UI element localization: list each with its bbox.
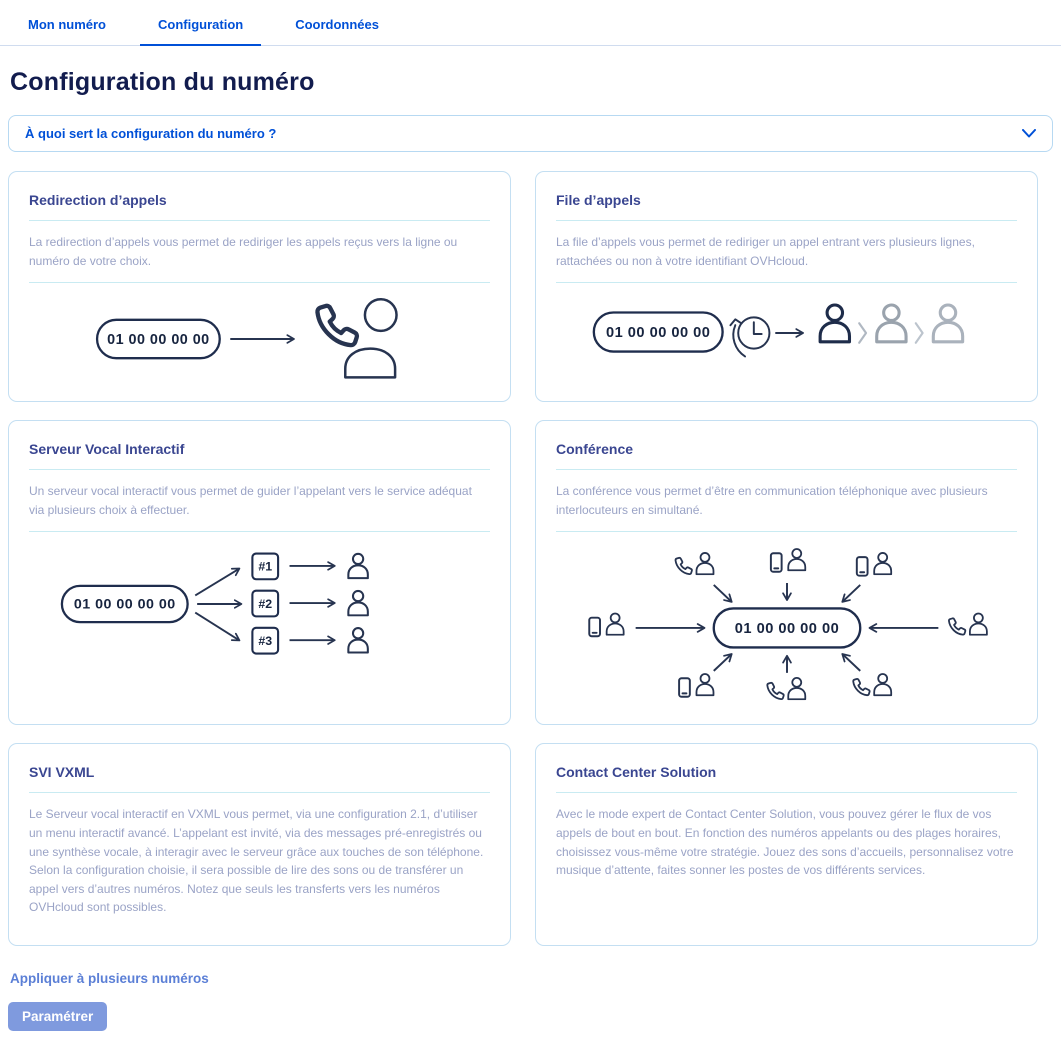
conference-illustration-svg — [557, 542, 1017, 708]
file-appels-illustration — [556, 283, 1017, 373]
handset-icon — [317, 306, 356, 345]
svi-illustration — [29, 532, 490, 666]
fan-arrows — [195, 569, 241, 640]
card-title: Serveur Vocal Interactif — [29, 441, 185, 458]
phone-number-text: 01 00 00 00 00 — [73, 597, 176, 614]
chevron-down-icon — [1022, 129, 1036, 138]
cards-grid — [8, 171, 1038, 946]
card-description: La file d’appels vous permet de rediriger un appel entrant vers plusieurs lignes, rattachées ou non à votre identifiant OVHcloud. — [556, 235, 975, 268]
card-description: La conférence vous permet d’être en communication téléphonique avec plusieurs interlocuteurs en simultané. — [556, 484, 988, 517]
person-icon — [348, 628, 367, 652]
phone-number-text: 01 00 00 00 00 — [734, 621, 839, 638]
card-serveur-vocal-interactif — [8, 420, 511, 725]
phone-number-pill — [61, 586, 187, 622]
key-3-label: #3 — [257, 634, 272, 649]
divider — [29, 792, 490, 793]
chevron-right-icon — [915, 323, 922, 343]
card-title: Redirection d’appels — [29, 192, 167, 208]
caller-phone-icon — [853, 674, 891, 695]
divider — [556, 792, 1017, 793]
card-description: La redirection d’appels vous permet de rediriger les appels reçus vers la ligne ou numéro de votre choix. — [29, 235, 458, 268]
key-1-label: #1 — [257, 560, 272, 575]
divider — [556, 220, 1017, 221]
person-icon — [348, 591, 367, 615]
card-description: Le Serveur vocal interactif en VXML vous permet, via une configuration 2.1, d’utiliser un menu interactif avancé. L’appelant est invité, via des messages pré-enregistrés ou une synthèse vocale, à interagir avec le serveur grâce aux touches de son téléphone. Selon la configuration choisie, il sera possible de lire des sons ou de transférer un appel vers d’autres numéros. Notez que seuls les transferts vers les numéros OVHcloud sont possibles. — [29, 807, 484, 915]
card-title: File d’appels — [556, 192, 641, 208]
card-conference — [535, 420, 1038, 725]
card-file-appels — [535, 171, 1038, 402]
svi-illustration-svg — [60, 542, 460, 666]
file-appels-illustration-svg — [587, 293, 987, 373]
card-contact-center-solution — [535, 743, 1038, 946]
divider — [29, 220, 490, 221]
key-2-label: #2 — [257, 597, 272, 612]
waiting-clock-icon — [730, 318, 769, 357]
caller-phone-icon — [948, 614, 986, 635]
card-description: Un serveur vocal interactif vous permet de guider l’appelant vers le service adéquat via plusieurs choix à effectuer. — [29, 484, 472, 517]
phone-number-pill — [593, 313, 722, 352]
tab-coordonnees[interactable]: Coordonnées — [295, 17, 380, 32]
apply-multiple-numbers-link[interactable]: Appliquer à plusieurs numéros — [10, 970, 209, 986]
conference-illustration — [556, 532, 1017, 708]
tab-mon-numero[interactable]: Mon numéro — [28, 17, 106, 32]
accordion-configuration-info[interactable] — [8, 115, 1053, 152]
caller-mobile-icon — [679, 674, 713, 697]
key-arrows — [289, 566, 334, 640]
phone-number-pill — [97, 320, 220, 358]
person-icon — [348, 554, 367, 578]
accordion-label: À quoi sert la configuration du numéro ? — [25, 126, 277, 141]
tab-configuration[interactable]: Configuration — [140, 3, 261, 46]
card-description: Avec le mode expert de Contact Center Solution, vous pouvez gérer le flux de vos appels de bout en bout. En fonction des numéros appelants ou des plages horaires, choisissez vous-même votre stratégie. Jouez des sons d’accueils, personnalisez votre musique d’attente, faites sonner les postes de vos différents services. — [556, 807, 1014, 878]
person-with-phone-icon — [345, 299, 396, 377]
caller-phone-icon — [675, 553, 713, 574]
caller-mobile-icon — [856, 553, 890, 576]
page-title: Configuration du numéro — [10, 68, 315, 96]
redirection-illustration-svg — [87, 293, 432, 385]
caller-phone-icon — [767, 678, 805, 699]
phone-number-pill — [713, 609, 859, 648]
card-redirection-appels — [8, 171, 511, 402]
phone-number-text: 01 00 00 00 00 — [107, 331, 210, 348]
chevron-right-icon — [859, 323, 866, 343]
person-icon — [820, 305, 849, 342]
caller-mobile-icon — [589, 614, 623, 637]
redirection-illustration — [29, 283, 490, 385]
card-title: Conférence — [556, 441, 634, 458]
card-svi-vxml — [8, 743, 511, 946]
tab-bar — [0, 0, 1061, 46]
key-boxes — [252, 554, 278, 654]
card-title: SVI VXML — [29, 764, 95, 781]
person-icon — [876, 305, 905, 342]
caller-mobile-icon — [770, 549, 804, 572]
card-title: Contact Center Solution — [556, 764, 717, 781]
configure-button[interactable]: Paramétrer — [8, 1002, 107, 1031]
divider — [29, 469, 490, 470]
person-icon — [933, 305, 962, 342]
divider — [556, 469, 1017, 470]
phone-number-text: 01 00 00 00 00 — [605, 325, 710, 342]
